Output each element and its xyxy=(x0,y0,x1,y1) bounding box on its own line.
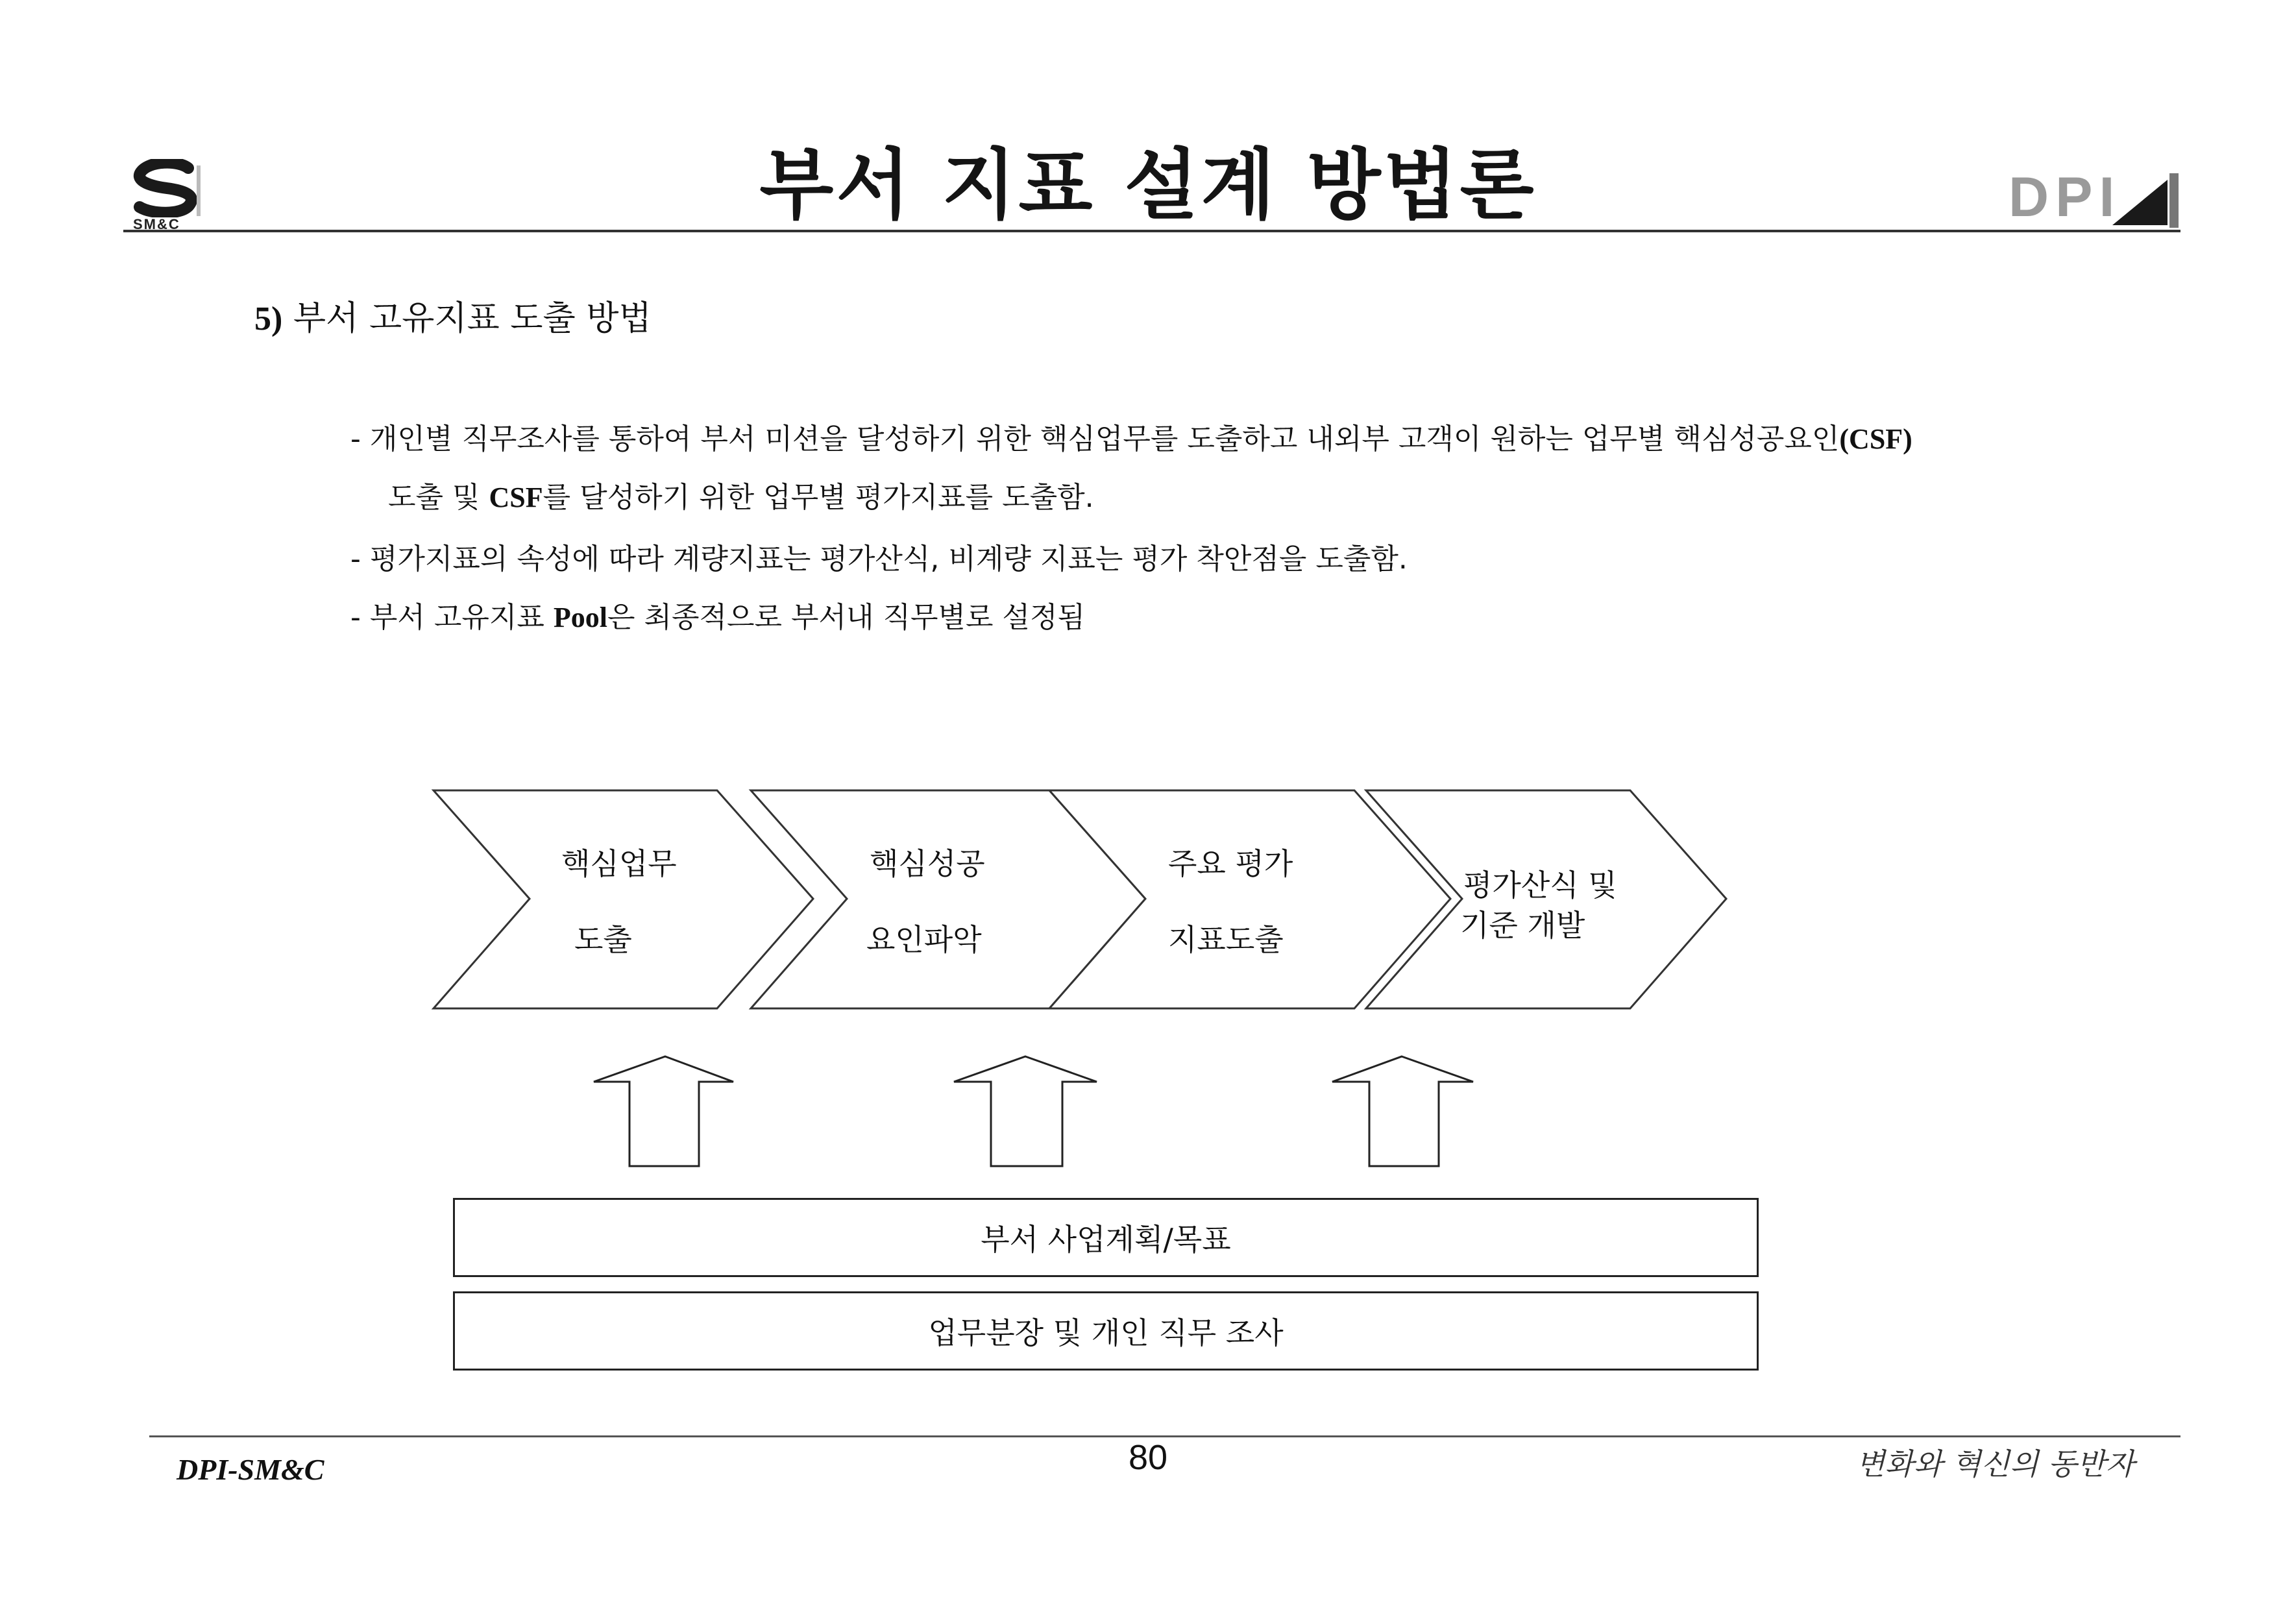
step-1-line-2: 도출 xyxy=(574,922,632,957)
sm-logo-text: SM&C xyxy=(133,216,180,232)
up-arrow-2-icon xyxy=(954,1056,1097,1166)
step-1-line-1: 핵심업무 xyxy=(561,846,677,881)
process-chevron-1 xyxy=(434,790,813,1008)
step-2-line-2: 요인파악 xyxy=(866,922,982,957)
section-heading-text: 부서 고유지표 도출 방법 xyxy=(293,299,652,338)
business-plan-box xyxy=(453,1198,1759,1277)
footer-slogan: 변화와 혁신의 동반자 xyxy=(1856,1446,2135,1481)
up-arrow-3-icon xyxy=(1332,1056,1473,1166)
step-3-line-1: 주요 평가 xyxy=(1168,846,1293,881)
dpi-logo-text: DPI xyxy=(2009,166,2121,228)
bullet-2: - 평가지표의 속성에 따라 계량지표는 평가산식, 비계량 지표는 평가 착안점을 도출함. xyxy=(350,542,1408,576)
business-plan-label: 부서 사업계획/목표 xyxy=(981,1222,1231,1257)
step-2-line-1: 핵심성공 xyxy=(870,846,985,881)
duty-survey-box xyxy=(453,1291,1759,1371)
bullet-1-line-2: 도출 및 CSF를 달성하기 위한 업무별 평가지표를 도출함. xyxy=(388,481,1094,514)
duty-survey-label: 업무분장 및 개인 직무 조사 xyxy=(928,1315,1284,1350)
footer-company: DPI-SM&C xyxy=(177,1453,324,1486)
up-arrow-1-icon xyxy=(594,1056,733,1166)
bullet-1-line-1: - 개인별 직무조사를 통하여 부서 미션을 달성하기 위한 핵심업무를 도출하고 내외부 고객이 원하는 업무별 핵심성공요인(CSF) xyxy=(350,422,1912,456)
section-number: 5) xyxy=(254,300,283,337)
page-number: 80 xyxy=(1128,1438,1168,1477)
step-3-line-2: 지표도출 xyxy=(1168,922,1284,957)
bullet-3: - 부서 고유지표 Pool은 최종적으로 부서내 직무별로 설정됨 xyxy=(350,601,1085,634)
page-title: 부서 지표 설계 방법론 xyxy=(759,140,1537,230)
step-4-line-1: 평가산식 및 xyxy=(1463,868,1617,903)
step-4-line-2: 기준 개발 xyxy=(1460,908,1585,943)
